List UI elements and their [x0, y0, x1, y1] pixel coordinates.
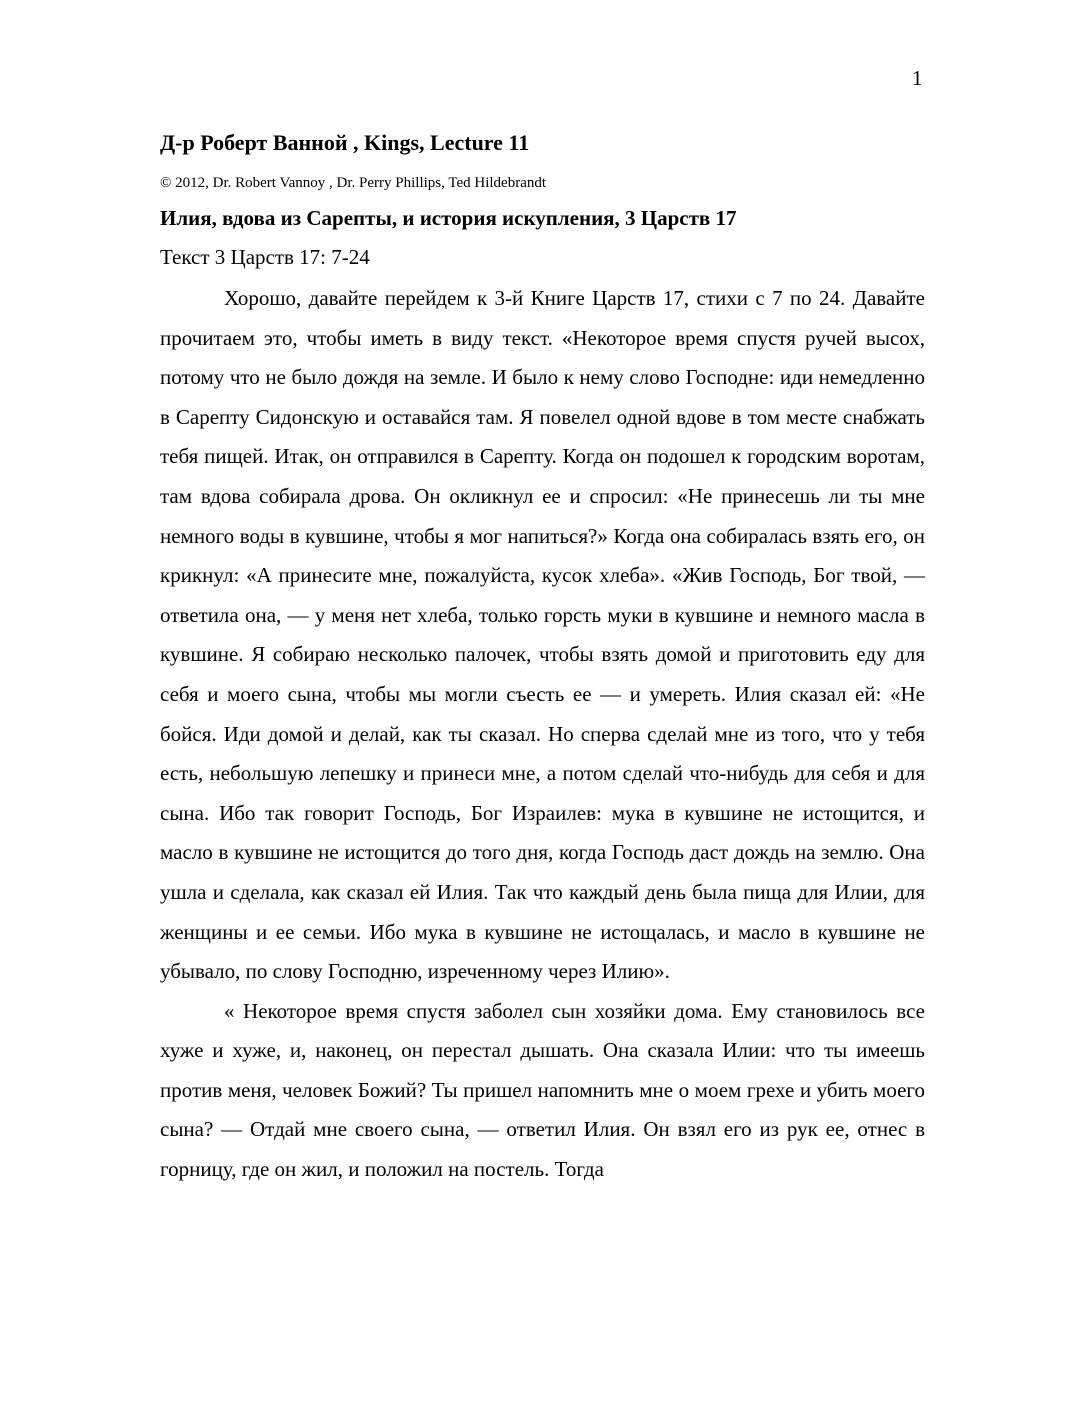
document-title: Д-р Роберт Ванной , Kings, Lecture 11: [160, 130, 530, 155]
paragraph-1: Хорошо, давайте перейдем к 3-й Книге Царств 17, стихи с 7 по 24. Давайте прочитаем это, чтобы иметь в виду текст. «Некоторое время спустя ручей высох, потому что не было дождя на земле. И было к нему слово Господне: иди немедленно в Сарепту Сидонскую и оставайся там. Я повелел одной вдове в том месте снабжать тебя пищей. Итак, он отправился в Сарепту. Когда он подошел к городским воротам, там вдова собирала дрова. Он окликнул ее и спросил: «Не принесешь ли ты мне немного воды в кувшине, чтобы я мог напиться?» Когда она собиралась взять его, он крикнул: «А принесите мне, пожалуйста, кусок хлеба». «Жив Господь, Бог твой, — ответила она, — у меня нет хлеба, только горсть муки в кувшине и немного масла в кувшине. Я собираю несколько палочек, чтобы взять домой и приготовить еду для себя и моего сына, чтобы мы могли съесть ее — и умереть. Илия сказал ей: «Не бойся. Иди домой и делай, как ты сказал. Но сперва сделай мне из того, что у тебя есть, небольшую лепешку и принеси мне, а потом сделай что-нибудь для себя и для сына. Ибо так говорит Господь, Бог Израилев: мука в кувшине не истощится, и масло в кувшине не истощится до того дня, когда Господь даст дождь на землю. Она ушла и сделала, как сказал ей Илия. Так что каждый день была пища для Илии, для женщины и ее семьи. Ибо мука в кувшине не истощалась, и масло в кувшине не убывало, по слову Господню, изреченному через Илию».: [160, 286, 925, 984]
copyright-line: © 2012, Dr. Robert Vannoy , Dr. Perry Phillips, Ted Hildebrandt: [160, 175, 547, 191]
paragraph-2: « Некоторое время спустя заболел сын хозяйки дома. Ему становилось все хуже и хуже, и, наконец, он перестал дышать. Она сказала Илии: что ты имеешь против меня, человек Божий? Ты пришел напомнить мне о моем грехе и убить моего сына? — Отдай мне своего сына, — ответил Илия. Он взял его из рук ее, отнес в горницу, где он жил, и положил на постель. Тогда: [160, 998, 925, 1182]
page-number: 1: [912, 66, 923, 90]
lecture-heading: Илия, вдова из Сарепты, и история искупления, 3 Царств 17: [160, 206, 737, 230]
scripture-reference: Текст 3 Царств 17: 7-24: [160, 245, 370, 269]
body-text: [160, 279, 925, 1190]
